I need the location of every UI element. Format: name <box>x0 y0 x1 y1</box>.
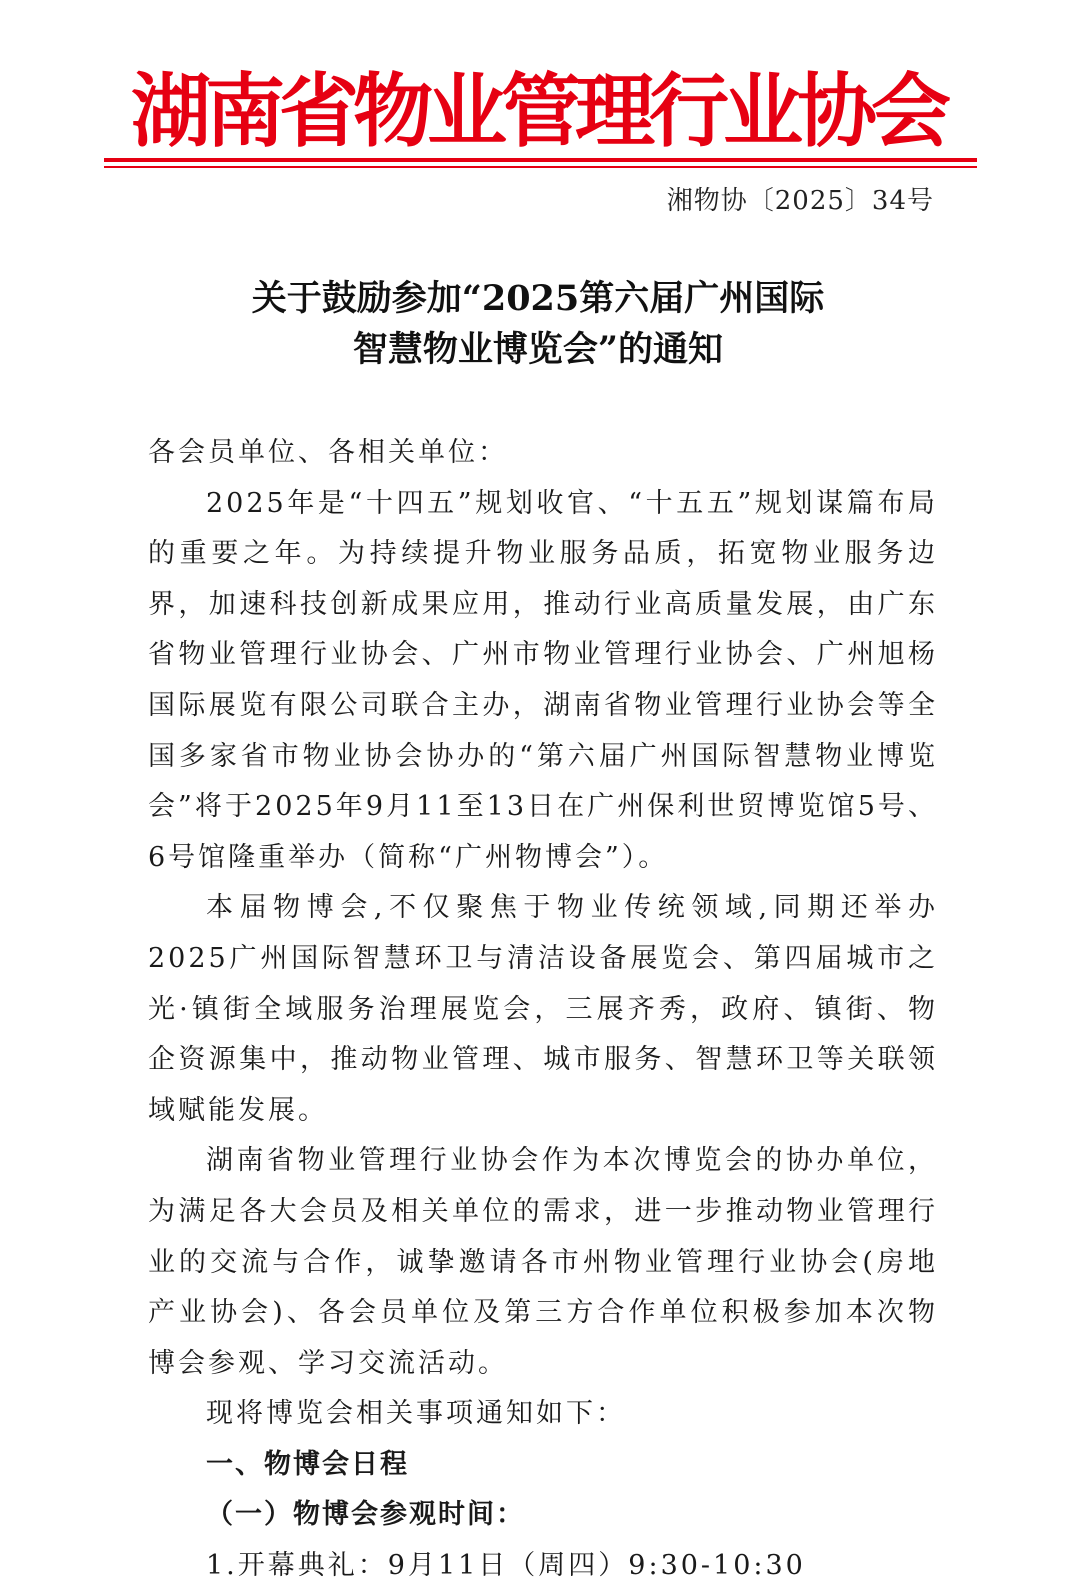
section-heading-schedule: 一、物博会日程 <box>206 1448 409 1480</box>
paragraph-intro: 2025年是“十四五”规划收官、“十五五”规划谋篇布局的重要之年。为持续提升物业服务品质，拓宽物业服务边界，加速科技创新成果应用，推动行业高质量发展，由广东省物业管理行业协会、广州市物业管理行业协会、广州旭杨国际展览有限公司联合主办，湖南省物业管理行业协会等全国多家省市物业协会协办的“第六届广州国际智慧物业博览会”将于2025年9月11至13日在广州保利世贸博览馆5号、6号馆隆重举办（简称“广州物博会”）。 <box>148 487 938 873</box>
paragraph-expo-scope: 本届物博会,不仅聚焦于物业传统领域,同期还举办2025广州国际智慧环卫与清洁设备展览会、第四届城市之光·镇街全域服务治理展览会，三展齐秀，政府、镇街、物企资源集中，推动物业管理、城市服务、智慧环卫等关联领域赋能发展。 <box>148 892 938 1126</box>
document-number: 湘物协〔2025〕34号 <box>666 186 934 216</box>
document-body <box>148 428 938 1592</box>
paragraph-invitation: 湖南省物业管理行业协会作为本次博览会的协办单位，为满足各大会员及相关单位的需求，进一步推动物业管理行业的交流与合作，诚挚邀请各市州物业管理行业协会(房地产业协会)、各会员单位及第三方合作单位积极参加本次物博会参观、学习交流活动。 <box>148 1145 938 1379</box>
header-divider-thick <box>104 158 977 162</box>
subsection-heading-visit-time: （一）物博会参观时间： <box>206 1499 525 1531</box>
paragraph-notice-lead: 现将博览会相关事项通知如下： <box>206 1398 626 1430</box>
document-title-line1: 关于鼓励参加“2025第六届广州国际 <box>251 278 825 319</box>
header-divider-thin <box>104 166 977 168</box>
schedule-item-opening: 1.开幕典礼：9月11日（周四）9:30-10:30 <box>206 1550 806 1582</box>
salutation: 各会员单位、各相关单位： <box>148 437 508 468</box>
organization-name: 湖南省物业管理行业协会 <box>131 65 945 158</box>
document-title-line2: 智慧物业博览会”的通知 <box>352 329 724 370</box>
